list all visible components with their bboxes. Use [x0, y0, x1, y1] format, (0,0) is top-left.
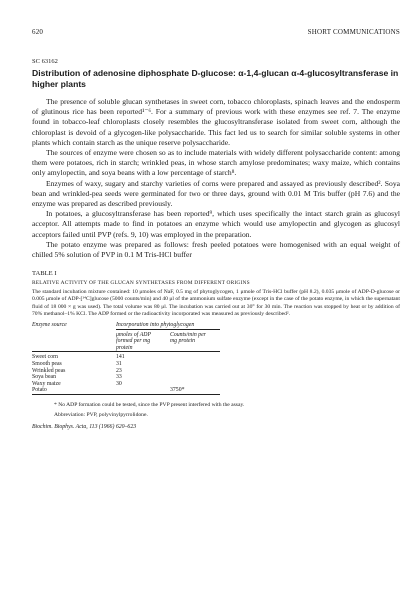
- page-number: 620: [32, 28, 44, 36]
- column-header-source: Enzyme source: [32, 322, 67, 329]
- body-paragraph: In potatoes, a glucosyltransferase has been reported⁹, which uses specifically the intact starch grain as glucosyl acceptor. All attempts made to find in potatoes an enzyme which would use amylopectin and glycogen as glucosyl acceptors failed until PVP (refs. 9, 10) was employed in the preparation.: [32, 209, 400, 239]
- cell-adp: 30: [116, 380, 122, 387]
- cell-counts: [170, 354, 220, 361]
- running-head: [32, 28, 400, 36]
- column-group-header: Incorporation into phytoglycogen: [116, 320, 220, 329]
- column-header-counts: Counts/min per mg protein: [170, 331, 206, 345]
- section-title: SHORT COMMUNICATIONS: [307, 28, 400, 36]
- body-paragraph: The sources of enzyme were chosen so as to include materials with widely different polysaccharide content: among them were potatoes, rich in starch; wrinkled peas, in whose starch amylose predominates; waxy maize, which contains only amylopectin, and soya beans with a low percentage of starch⁸.: [32, 148, 400, 178]
- table-row: [32, 354, 220, 361]
- reference-code: SC 63162: [32, 58, 58, 65]
- cell-counts: [170, 381, 220, 388]
- cell-adp: 31: [116, 361, 122, 368]
- body-paragraph: The potato enzyme was prepared as follows: fresh peeled potatoes were homogenised with an equal weight of chilled 5% solution of PVP in 0.1 M Tris-HCl buffer: [32, 239, 400, 260]
- cell-adp: 141: [116, 354, 125, 361]
- cell-source: Smooth peas: [32, 361, 62, 368]
- cell-adp: 33: [116, 374, 122, 381]
- cell-counts: 3750*: [170, 387, 185, 394]
- column-header-adp: μmoles of ADP formed per mg protein: [116, 331, 151, 351]
- table-row: [32, 374, 220, 381]
- table-note: The standard incubation mixture contained: 10 μmoles of NaF, 0.5 mg of phytoglycogen, 1 μmole of Tris-HCl buffer (pH 8.2), 0.035 μmole of ADP-D-glucose or 0.005 μmole of ADP-[¹⁴C]glucose (5000 counts/min) and 40 μl of the ammonium sulfate enzyme (except in the case of the potato enzyme, in which the supernatant fluid of 18 000 × g was used). The total volume was 80 μl. The incubation was carried out at 30° for 30 min. The reaction was stopped by heat or by addition of 70% methanol–1% KCl. The ADP formed or the radioactivity incorporated was measured as previously described².: [32, 289, 400, 317]
- cell-counts: [170, 374, 220, 381]
- table-row: [32, 387, 220, 394]
- table-label: TABLE I: [32, 270, 57, 278]
- table-header-row: [32, 320, 220, 329]
- cell-adp: 23: [116, 367, 122, 374]
- table-row: [32, 361, 220, 368]
- article-title: Distribution of adenosine diphosphate D-glucose: α-1,4-glucan α-4-glucosyltransferase in higher plants: [32, 68, 399, 89]
- cell-source: Soya bean: [32, 374, 56, 381]
- journal-citation: Biochim. Biophys. Acta, 113 (1966) 620–623: [32, 424, 137, 430]
- cell-counts: [170, 361, 220, 368]
- table-caption: RELATIVE ACTIVITY OF THE GLUCAN SYNTHETASES FROM DIFFERENT ORIGINS: [32, 280, 250, 287]
- cell-adp: [116, 387, 170, 394]
- cell-source: Waxy maize: [32, 380, 61, 387]
- body-paragraph: The presence of soluble glucan synthetases in sweet corn, tobacco chloroplasts, spinach leaves and the endosperm of glutinous rice has been reported¹⁻⁶. For a summary of previous work with these enzymes see ref. 7. The enzyme found in tobacco-leaf chloroplasts closely resembles the glucosyltransferase isolated from sweet corn, although the chloroplast is devoid of a glycogen-like polysaccharide. This fact led us to search for similar soluble systems in other plants which contain starch as the unique reserve polysaccharide.: [32, 97, 400, 147]
- cell-source: Potato: [32, 387, 47, 394]
- journal-page: [32, 28, 400, 430]
- abbreviation-note: Abbreviation: PVP, polyvinylpyrrolidone.: [54, 412, 148, 418]
- body-paragraph: Enzymes of waxy, sugary and starchy varieties of corns were prepared and assayed as previously described². Soya bean and wrinkled-pea seeds were germinated for two or three days, ground with 0.01 M Tris buffer (pH 7.6) and the enzyme was prepared as described previously.: [32, 178, 400, 209]
- data-table: [32, 320, 220, 396]
- cell-counts: [170, 368, 220, 375]
- table-row: [32, 381, 220, 388]
- table-footnote: * No ADP formation could be tested, since the PVP present interfered with the assay.: [54, 402, 245, 408]
- cell-source: Wrinkled peas: [32, 367, 66, 374]
- cell-source: Sweet corn: [32, 354, 58, 361]
- table-row: [32, 368, 220, 375]
